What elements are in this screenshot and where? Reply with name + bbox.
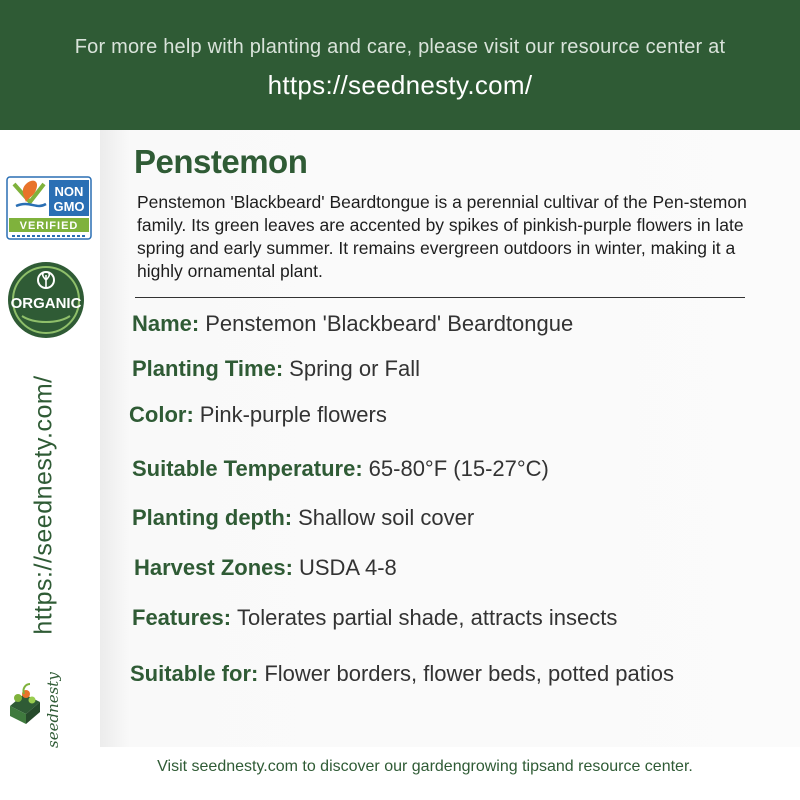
detail-row-color [129,402,387,428]
detail-label: Harvest Zones: [134,555,293,580]
detail-row-harvest-zones [134,555,397,581]
detail-value: Flower borders, flower beds, potted patios [264,661,674,686]
organic-badge-icon [6,260,86,340]
detail-label: Suitable Temperature: [132,456,363,481]
detail-row-planting-depth [132,505,474,531]
non-gmo-verified-badge-icon [6,176,92,240]
footer-text: Visit seednesty.com to discover our gardengrowing tipsand resource center. [157,758,693,775]
detail-label: Color: [129,402,194,427]
top-banner [0,0,800,130]
detail-row-planting-time [132,356,420,382]
detail-value: USDA 4-8 [298,555,397,580]
product-title: Penstemon [134,143,308,180]
detail-value: Penstemon 'Blackbeard' Beardtongue [205,311,574,336]
detail-label: Planting Time: [132,356,284,381]
detail-row-name [132,311,573,337]
detail-row-features [132,605,617,631]
vertical-url-text[interactable]: https://seednesty.com/ [29,375,58,635]
detail-label: Suitable for: [130,661,259,686]
product-description: Penstemon 'Blackbeard' Beardtongue is a perennial cultivar of the Pen-stemon family. Its green leaves are accented by spikes of pinkish-purple flowers in late spring and early summer. It remains evergreen outdoors in winter, making it a highly ornamental plant. [137,192,747,281]
detail-value: Tolerates partial shade, attracts insects [237,605,618,630]
seednesty-logo-icon [4,660,74,750]
detail-value: Shallow soil cover [298,505,475,530]
divider [135,297,745,298]
detail-value: Pink-purple flowers [199,402,387,427]
detail-row-suitable-for [130,661,674,687]
detail-value: 65-80°F (15-27°C) [368,456,549,481]
badge-gmo-text: GMO [53,199,85,214]
banner-url-link[interactable]: https://seednesty.com/ [267,70,533,100]
banner-help-text: For more help with planting and care, please visit our resource center at [74,36,726,58]
detail-value: Spring or Fall [289,356,421,381]
detail-label: Name: [132,311,200,336]
detail-label: Planting depth: [132,505,293,530]
detail-row-temperature [132,456,549,482]
logo-text: seednesty [44,672,62,748]
organic-badge-text: ORGANIC [10,295,82,312]
detail-label: Features: [132,605,232,630]
badge-verified-text: VERIFIED [19,220,79,232]
badge-non-text: NON [54,184,84,199]
